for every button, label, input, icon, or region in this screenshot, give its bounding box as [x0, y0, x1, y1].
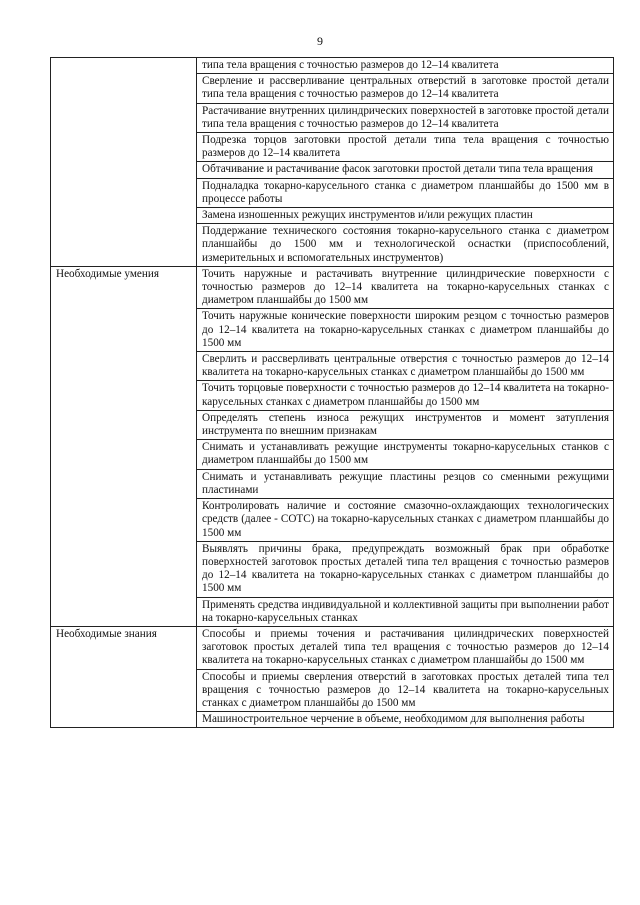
- row-text: Поддержание технического состояния токарно-карусельного станка с диаметром планшайбы до 1500 мм и технологической оснастки (приспособлений, измерительных и вспомогательных инструментов): [197, 224, 614, 267]
- row-text: Подрезка торцов заготовки простой детали типа тела вращения с точностью размеров до 12–14 квалитета: [197, 133, 614, 162]
- requirements-table: [50, 57, 614, 728]
- row-text: Растачивание внутренних цилиндрических поверхностей в заготовке простой детали типа тела вращения с точностью размеров до 12–14 квалитета: [197, 103, 614, 132]
- row-text: Обтачивание и растачивание фасок заготовки простой детали типа тела вращения: [197, 162, 614, 178]
- row-text: типа тела вращения с точностью размеров до 12–14 квалитета: [197, 58, 614, 74]
- row-text: Замена изношенных режущих инструментов и/или режущих пластин: [197, 208, 614, 224]
- row-text: Способы и приемы сверления отверстий в заготовках простых деталей типа тел вращения с точностью размеров до 12–14 квалитета на токарно-карусельных станках с диаметром планшайбы до 1500 мм: [197, 669, 614, 712]
- row-text: Точить наружные и растачивать внутренние цилиндрические поверхности с точностью размеров до 12–14 квалитета на токарно-карусельных станках с диаметром планшайбы до 1500 мм: [197, 266, 614, 309]
- section-label-skills: Необходимые умения: [51, 266, 197, 626]
- row-text: Снимать и устанавливать режущие пластины резцов со сменными режущими пластинами: [197, 469, 614, 498]
- table-row: [51, 626, 614, 669]
- table-row: [51, 58, 614, 74]
- row-text: Определять степень износа режущих инструментов и момент затупления инструмента по внешним признакам: [197, 410, 614, 439]
- section-label-labor-actions: [51, 58, 197, 267]
- section-label-knowledge: Необходимые знания: [51, 626, 197, 727]
- row-text: Сверлить и рассверливать центральные отверстия с точностью размеров до 12–14 квалитета на токарно-карусельных станках с диаметром планшайбы до 1500 мм: [197, 352, 614, 381]
- row-text: Точить торцовые поверхности с точностью размеров до 12–14 квалитета на токарно-карусельных станках с диаметром планшайбы до 1500 мм: [197, 381, 614, 410]
- page-number: 9: [317, 34, 323, 48]
- row-text: Машиностроительное черчение в объеме, необходимом для выполнения работы: [197, 712, 614, 728]
- row-text: Сверление и рассверливание центральных отверстий в заготовке простой детали типа тела вращения с точностью размеров до 12–14 квалитета: [197, 74, 614, 103]
- row-text: Применять средства индивидуальной и коллективной защиты при выполнении работ на токарно-карусельных станках: [197, 597, 614, 626]
- row-text: Контролировать наличие и состояние смазочно-охлаждающих технологических средств (далее - СОТС) на токарно-карусельных станках с диаметром планшайбы до 1500 мм: [197, 499, 614, 542]
- row-text: Выявлять причины брака, предупреждать возможный брак при обработке поверхностей заготовок простых деталей типа тел вращения с точностью размеров до 12–14 квалитета на токарно-карусельных станках с диаметром планшайбы до 1500 мм: [197, 541, 614, 597]
- row-text: Снимать и устанавливать режущие инструменты токарно-карусельных станков с диаметром планшайбы до 1500 мм: [197, 440, 614, 469]
- row-text: Способы и приемы точения и растачивания цилиндрических поверхностей заготовок простых деталей типа тел вращения с точностью размеров до 12–14 квалитета на токарно-карусельных станках с диаметром планшайбы до 1500 мм: [197, 626, 614, 669]
- row-text: Точить наружные конические поверхности широким резцом с точностью размеров до 12–14 квалитета на токарно-карусельных станках с диаметром планшайбы до 1500 мм: [197, 309, 614, 352]
- table-row: [51, 266, 614, 309]
- row-text: Подналадка токарно-карусельного станка с диаметром планшайбы до 1500 мм в процессе работы: [197, 178, 614, 207]
